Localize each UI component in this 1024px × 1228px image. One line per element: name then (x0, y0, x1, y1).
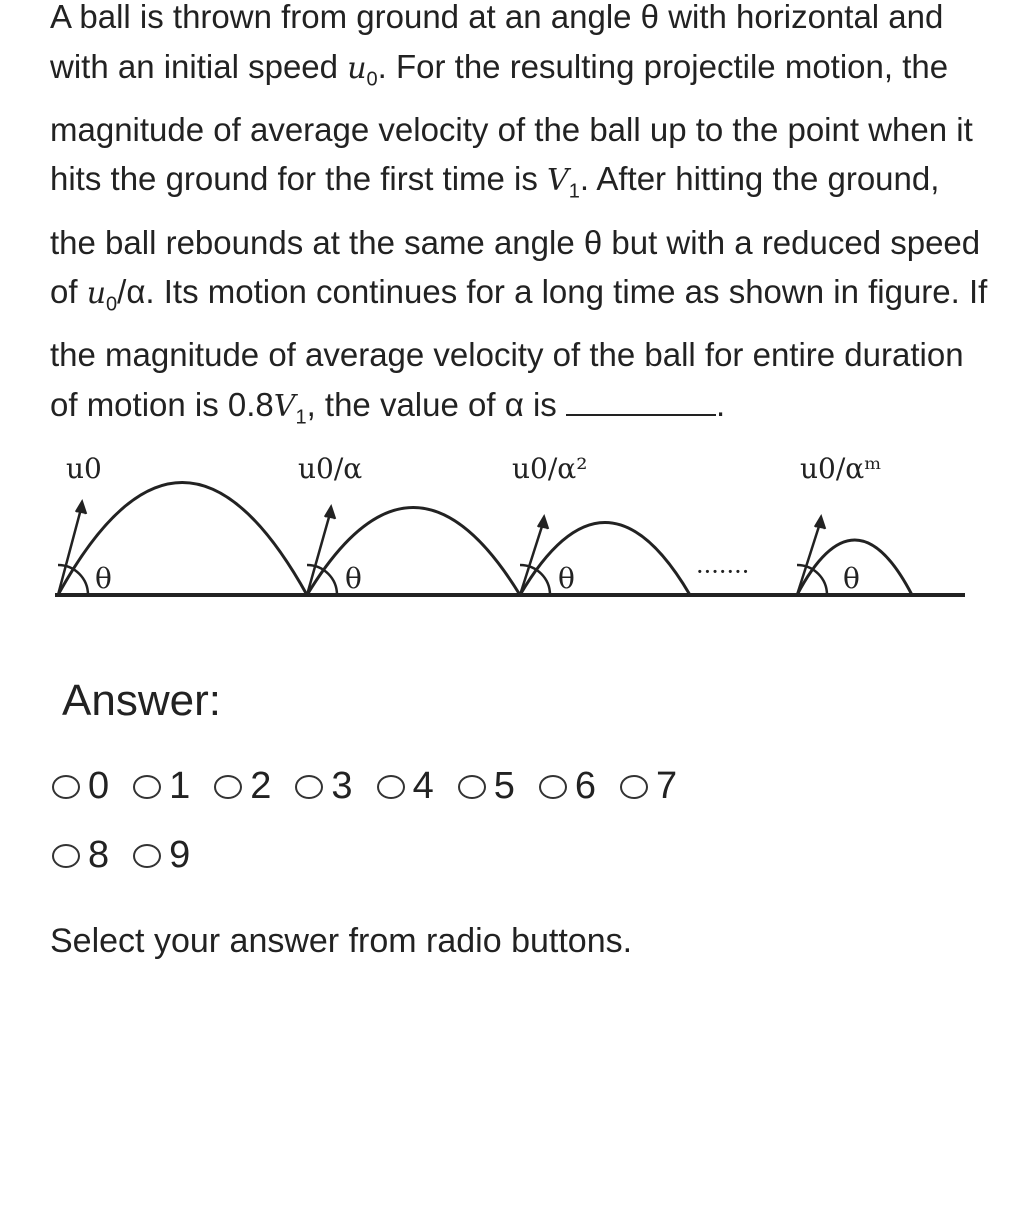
trajectory-arc (307, 508, 520, 596)
option-label: 0 (88, 765, 110, 807)
option-3[interactable] (295, 765, 352, 808)
instruction-text: Select your answer from radio buttons. (50, 922, 633, 960)
option-label: 6 (574, 765, 596, 807)
radio-button[interactable] (620, 775, 648, 799)
q-text: . After hitting the ground, the ball rebounds at the same angle θ but with a reduced speed of (50, 160, 981, 311)
q-sub: 0 (106, 293, 118, 316)
q-sub: 1 (295, 406, 307, 429)
radio-button[interactable] (295, 775, 323, 799)
option-label: 9 (169, 834, 191, 876)
options-row-1 (52, 765, 701, 808)
q-var: u (347, 50, 367, 86)
option-0[interactable] (52, 765, 109, 808)
q-var: V (547, 163, 569, 199)
radio-button[interactable] (458, 775, 486, 799)
q-sub: 0 (366, 68, 378, 91)
option-5[interactable] (458, 765, 515, 808)
answer-label: Answer: (62, 676, 221, 725)
answer-blank (566, 413, 716, 416)
option-2[interactable] (214, 765, 271, 808)
option-9[interactable] (133, 834, 190, 877)
q-text: . For the resulting projectile motion, the magnitude of average velocity of the ball up to the point when it hits the ground for the first time is (50, 47, 973, 198)
radio-button[interactable] (133, 775, 161, 799)
projectile-figure (0, 440, 1024, 610)
q-text: . (715, 385, 726, 423)
option-label: 5 (493, 765, 515, 807)
trajectory-arc (520, 523, 690, 596)
radio-button[interactable] (539, 775, 567, 799)
option-label: 4 (412, 765, 434, 807)
radio-button[interactable] (52, 844, 80, 868)
radio-button[interactable] (52, 775, 80, 799)
angle-label: θ (558, 562, 575, 595)
option-6[interactable] (539, 765, 596, 808)
option-1[interactable] (133, 765, 190, 808)
speed-label: u0/α² (512, 452, 588, 485)
q-sub: 1 (568, 180, 580, 203)
option-label: 7 (655, 765, 678, 807)
radio-button[interactable] (133, 844, 161, 868)
speed-label: u0/αᵐ (800, 452, 882, 485)
angle-label: θ (95, 562, 112, 595)
option-label: 3 (331, 765, 353, 807)
option-label: 8 (88, 834, 110, 876)
q-var: V (273, 388, 296, 424)
speed-label: u0 (66, 452, 102, 485)
continuation-dots: ······· (696, 558, 750, 586)
q-text: /α. Its motion continues for a long time as shown in figure. If the magnitude of average velocity of the ball for entire duration of motion is 0.8 (50, 273, 988, 423)
q-text: , the value of α is (306, 385, 566, 423)
question-text (50, 0, 990, 443)
radio-button[interactable] (214, 775, 242, 799)
option-label: 2 (250, 765, 272, 807)
option-7[interactable] (620, 765, 677, 808)
option-label: 1 (169, 765, 191, 807)
q-var: u (86, 276, 107, 312)
angle-label: θ (843, 562, 860, 595)
radio-button[interactable] (377, 775, 405, 799)
option-8[interactable] (52, 834, 109, 877)
angle-label: θ (345, 562, 362, 595)
options-row-2 (52, 834, 214, 877)
speed-label: u0/α (298, 452, 363, 485)
q-text: A ball is thrown from ground at an angle θ with horizontal and with an initial speed (50, 0, 944, 85)
option-4[interactable] (377, 765, 434, 808)
